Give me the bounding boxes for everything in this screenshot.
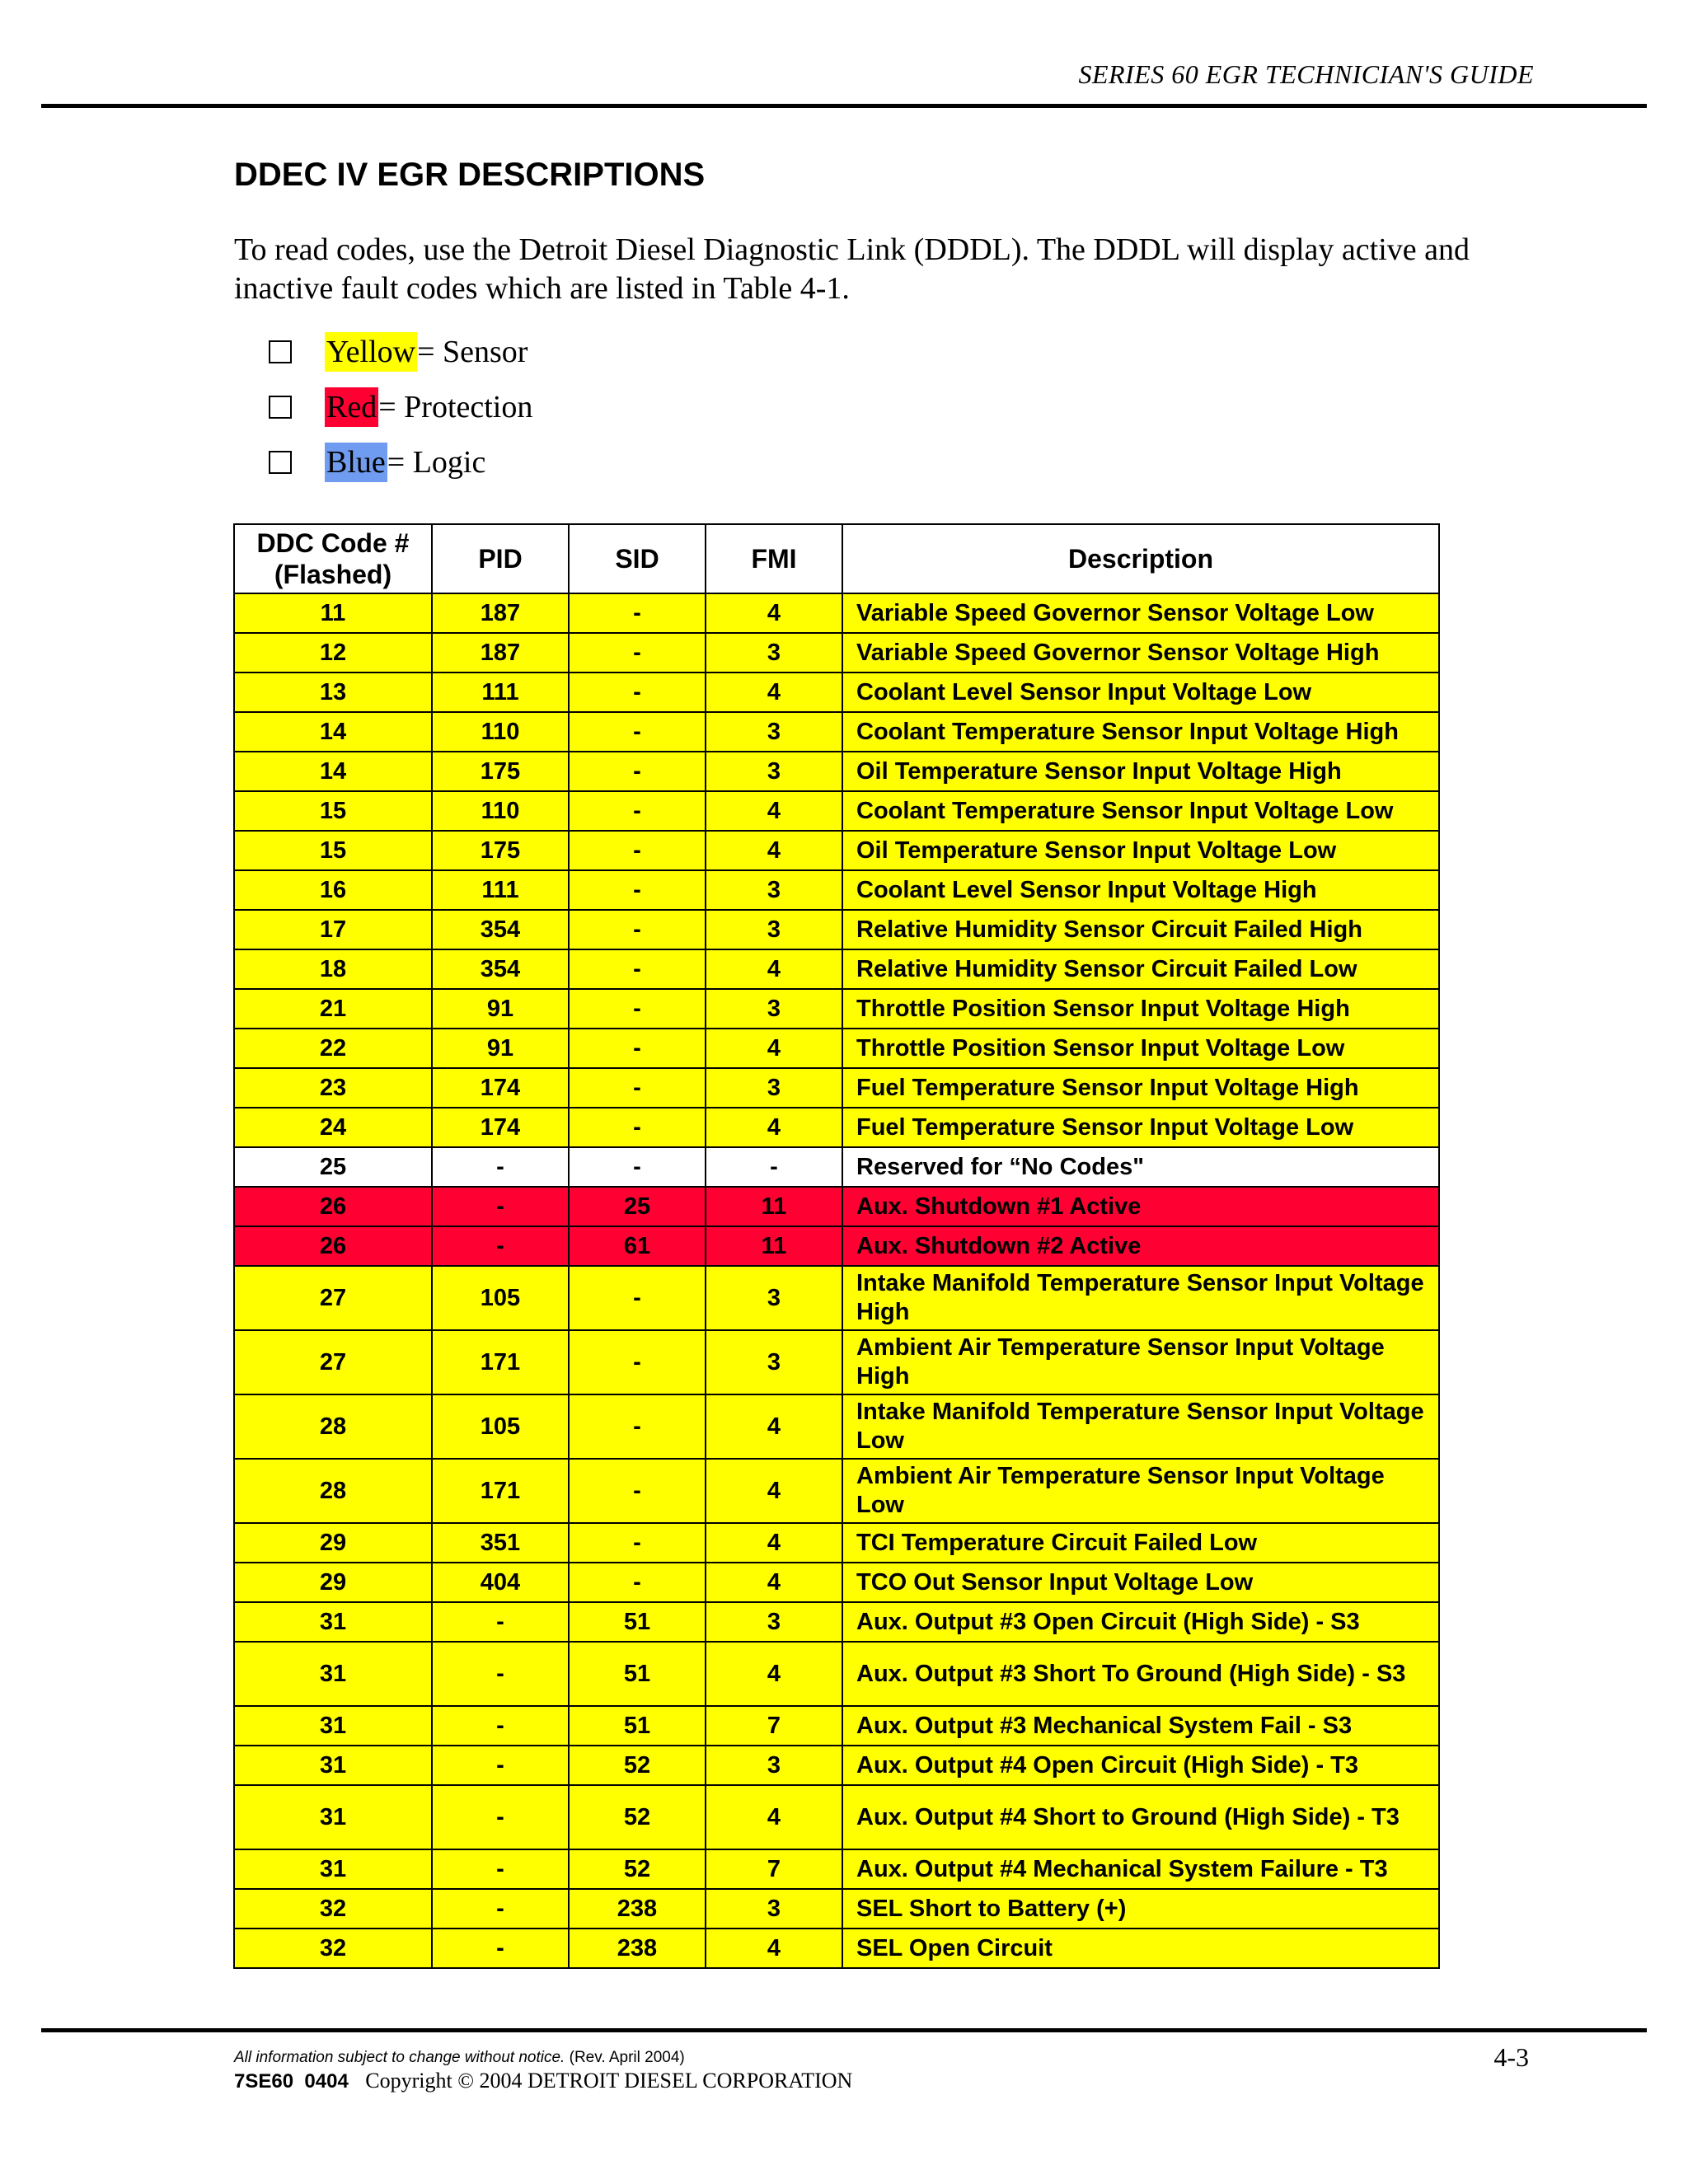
fmi-cell: 7 <box>706 1706 842 1746</box>
description-cell: Aux. Output #3 Open Circuit (High Side) - S3 <box>842 1602 1439 1642</box>
description-cell: Oil Temperature Sensor Input Voltage High <box>842 752 1439 791</box>
fmi-cell: 4 <box>706 1929 842 1968</box>
ddc-code-cell: 31 <box>234 1746 432 1785</box>
fmi-cell: 3 <box>706 1330 842 1394</box>
table-row <box>234 1330 1439 1394</box>
ddc-code-cell: 21 <box>234 989 432 1029</box>
footer-doc-id: 7SE60 0404 <box>234 2070 349 2093</box>
checkbox-icon <box>269 451 292 474</box>
sid-cell: 61 <box>569 1226 706 1266</box>
pid-cell: 171 <box>432 1330 569 1394</box>
sid-cell: - <box>569 791 706 831</box>
table-row <box>234 1706 1439 1746</box>
footer-copyright-line <box>234 2069 852 2093</box>
table-row <box>234 1187 1439 1226</box>
fmi-cell: 4 <box>706 831 842 870</box>
header-rule <box>41 104 1647 108</box>
sid-cell: - <box>569 1029 706 1068</box>
fmi-cell: 4 <box>706 1108 842 1147</box>
pid-cell: 351 <box>432 1523 569 1563</box>
sid-cell: - <box>569 949 706 989</box>
fmi-cell: 4 <box>706 1029 842 1068</box>
ddc-code-cell: 31 <box>234 1849 432 1889</box>
fmi-cell: 3 <box>706 1068 842 1108</box>
sid-cell: - <box>569 831 706 870</box>
fmi-cell: 3 <box>706 1602 842 1642</box>
legend-swatch-red: Red <box>325 387 378 427</box>
sid-cell: - <box>569 1266 706 1330</box>
sid-cell: 25 <box>569 1187 706 1226</box>
ddc-code-cell: 14 <box>234 712 432 752</box>
description-cell: SEL Short to Battery (+) <box>842 1889 1439 1929</box>
footer-rule <box>41 2028 1647 2032</box>
table-row <box>234 949 1439 989</box>
description-cell: Fuel Temperature Sensor Input Voltage High <box>842 1068 1439 1108</box>
sid-cell: 238 <box>569 1889 706 1929</box>
description-cell: Coolant Level Sensor Input Voltage High <box>842 870 1439 910</box>
table-body <box>234 593 1439 1968</box>
pid-cell: 91 <box>432 989 569 1029</box>
fmi-cell: - <box>706 1147 842 1187</box>
column-header-sid: SID <box>569 524 706 593</box>
pid-cell: 110 <box>432 791 569 831</box>
pid-cell: 174 <box>432 1068 569 1108</box>
pid-cell: 354 <box>432 910 569 949</box>
description-cell: Reserved for “No Codes" <box>842 1147 1439 1187</box>
description-cell: Intake Manifold Temperature Sensor Input Voltage Low <box>842 1394 1439 1459</box>
description-cell: TCI Temperature Circuit Failed Low <box>842 1523 1439 1563</box>
description-cell: Variable Speed Governor Sensor Voltage High <box>842 633 1439 673</box>
fmi-cell: 11 <box>706 1226 842 1266</box>
fmi-cell: 4 <box>706 1459 842 1523</box>
fmi-cell: 7 <box>706 1849 842 1889</box>
description-cell: TCO Out Sensor Input Voltage Low <box>842 1563 1439 1602</box>
sid-cell: 52 <box>569 1785 706 1849</box>
ddc-code-cell: 31 <box>234 1785 432 1849</box>
ddc-code-cell: 23 <box>234 1068 432 1108</box>
description-cell: Throttle Position Sensor Input Voltage High <box>842 989 1439 1029</box>
ddc-code-cell: 29 <box>234 1523 432 1563</box>
table-row <box>234 752 1439 791</box>
ddc-code-cell: 31 <box>234 1706 432 1746</box>
table-row <box>234 673 1439 712</box>
sid-cell: - <box>569 1068 706 1108</box>
ddc-code-cell: 13 <box>234 673 432 712</box>
sid-cell: 238 <box>569 1929 706 1968</box>
description-cell: Relative Humidity Sensor Circuit Failed High <box>842 910 1439 949</box>
pid-cell: 354 <box>432 949 569 989</box>
footer-notice-text: All information subject to change without notice. <box>234 2049 565 2066</box>
sid-cell: - <box>569 633 706 673</box>
ddc-code-cell: 14 <box>234 752 432 791</box>
running-header: SERIES 60 EGR TECHNICIAN'S GUIDE <box>1078 59 1534 89</box>
ddc-code-cell: 25 <box>234 1147 432 1187</box>
pid-cell: 111 <box>432 673 569 712</box>
ddc-code-cell: 29 <box>234 1563 432 1602</box>
sid-cell: - <box>569 1563 706 1602</box>
sid-cell: - <box>569 673 706 712</box>
table-row <box>234 1523 1439 1563</box>
table-row <box>234 1108 1439 1147</box>
intro-paragraph: To read codes, use the Detroit Diesel Diagnostic Link (DDDL). The DDDL will display active and inactive fault codes which are listed in Table 4-1. <box>234 232 1470 306</box>
ddc-code-cell: 16 <box>234 870 432 910</box>
table-header-row <box>234 524 1439 593</box>
fmi-cell: 4 <box>706 1563 842 1602</box>
pid-cell: - <box>432 1226 569 1266</box>
description-cell: Aux. Output #4 Open Circuit (High Side) - T3 <box>842 1746 1439 1785</box>
pid-cell: 91 <box>432 1029 569 1068</box>
checkbox-icon <box>269 340 292 363</box>
ddc-code-cell: 28 <box>234 1394 432 1459</box>
pid-cell: 175 <box>432 752 569 791</box>
table-row <box>234 1746 1439 1785</box>
footer-revision: (Rev. April 2004) <box>569 2049 685 2066</box>
pid-cell: 187 <box>432 593 569 633</box>
sid-cell: 51 <box>569 1642 706 1706</box>
fmi-cell: 3 <box>706 712 842 752</box>
table-row <box>234 712 1439 752</box>
sid-cell: 52 <box>569 1746 706 1785</box>
description-cell: Aux. Output #3 Short To Ground (High Side) - S3 <box>842 1642 1439 1706</box>
sid-cell: - <box>569 870 706 910</box>
pid-cell: - <box>432 1929 569 1968</box>
sid-cell: - <box>569 1394 706 1459</box>
description-cell: Oil Temperature Sensor Input Voltage Low <box>842 831 1439 870</box>
table-row <box>234 791 1439 831</box>
table-row <box>234 1147 1439 1187</box>
fmi-cell: 4 <box>706 949 842 989</box>
description-cell: Coolant Temperature Sensor Input Voltage High <box>842 712 1439 752</box>
table-row <box>234 831 1439 870</box>
sid-cell: - <box>569 1108 706 1147</box>
column-header-ddc-code: DDC Code # (Flashed) <box>234 524 432 593</box>
sid-cell: - <box>569 1523 706 1563</box>
description-cell: Throttle Position Sensor Input Voltage Low <box>842 1029 1439 1068</box>
fmi-cell: 3 <box>706 1746 842 1785</box>
legend-item-protection <box>269 379 532 434</box>
sid-cell: - <box>569 910 706 949</box>
ddc-code-cell: 26 <box>234 1187 432 1226</box>
color-legend <box>269 324 532 490</box>
ddc-code-cell: 31 <box>234 1602 432 1642</box>
description-cell: Aux. Output #4 Short to Ground (High Side) - T3 <box>842 1785 1439 1849</box>
table-row <box>234 1394 1439 1459</box>
legend-meaning: = Sensor <box>417 334 528 369</box>
table-row <box>234 1642 1439 1706</box>
pid-cell: 171 <box>432 1459 569 1523</box>
pid-cell: - <box>432 1602 569 1642</box>
fmi-cell: 3 <box>706 752 842 791</box>
pid-cell: 174 <box>432 1108 569 1147</box>
legend-swatch-blue: Blue <box>325 443 387 482</box>
description-cell: Aux. Output #4 Mechanical System Failure - T3 <box>842 1849 1439 1889</box>
page-title: DDEC IV EGR DESCRIPTIONS <box>234 157 706 193</box>
fmi-cell: 4 <box>706 593 842 633</box>
description-cell: Fuel Temperature Sensor Input Voltage Low <box>842 1108 1439 1147</box>
ddc-code-cell: 27 <box>234 1266 432 1330</box>
table-row <box>234 1929 1439 1968</box>
column-header-description: Description <box>842 524 1439 593</box>
ddc-code-cell: 22 <box>234 1029 432 1068</box>
fmi-cell: 3 <box>706 870 842 910</box>
column-header-fmi: FMI <box>706 524 842 593</box>
pid-cell: - <box>432 1849 569 1889</box>
sid-cell: 52 <box>569 1849 706 1889</box>
description-cell: Relative Humidity Sensor Circuit Failed Low <box>842 949 1439 989</box>
ddc-code-cell: 15 <box>234 831 432 870</box>
fmi-cell: 4 <box>706 673 842 712</box>
pid-cell: 187 <box>432 633 569 673</box>
table-row <box>234 1068 1439 1108</box>
pid-cell: - <box>432 1785 569 1849</box>
ddc-code-cell: 26 <box>234 1226 432 1266</box>
footer-copyright: Copyright © 2004 DETROIT DIESEL CORPORATION <box>365 2069 853 2093</box>
description-cell: Ambient Air Temperature Sensor Input Voltage High <box>842 1330 1439 1394</box>
pid-cell: - <box>432 1706 569 1746</box>
ddc-code-cell: 12 <box>234 633 432 673</box>
fmi-cell: 3 <box>706 1889 842 1929</box>
fmi-cell: 3 <box>706 633 842 673</box>
pid-cell: - <box>432 1187 569 1226</box>
pid-cell: - <box>432 1746 569 1785</box>
footer-notice <box>234 2049 685 2067</box>
fmi-cell: 4 <box>706 1642 842 1706</box>
pid-cell: - <box>432 1889 569 1929</box>
table-row <box>234 1849 1439 1889</box>
fmi-cell: 4 <box>706 1785 842 1849</box>
fmi-cell: 4 <box>706 1523 842 1563</box>
pid-cell: 111 <box>432 870 569 910</box>
legend-swatch-yellow: Yellow <box>325 332 417 372</box>
pid-cell: - <box>432 1147 569 1187</box>
fmi-cell: 3 <box>706 910 842 949</box>
pid-cell: 404 <box>432 1563 569 1602</box>
description-cell: Variable Speed Governor Sensor Voltage Low <box>842 593 1439 633</box>
sid-cell: - <box>569 712 706 752</box>
sid-cell: - <box>569 1147 706 1187</box>
sid-cell: - <box>569 1459 706 1523</box>
table-row <box>234 1226 1439 1266</box>
fmi-cell: 11 <box>706 1187 842 1226</box>
sid-cell: 51 <box>569 1706 706 1746</box>
fmi-cell: 3 <box>706 989 842 1029</box>
sid-cell: - <box>569 989 706 1029</box>
column-header-pid: PID <box>432 524 569 593</box>
table-row <box>234 1785 1439 1849</box>
pid-cell: 105 <box>432 1394 569 1459</box>
ddc-code-cell: 17 <box>234 910 432 949</box>
ddc-code-cell: 32 <box>234 1889 432 1929</box>
legend-item-sensor <box>269 324 532 379</box>
description-cell: Aux. Shutdown #2 Active <box>842 1226 1439 1266</box>
ddc-code-cell: 31 <box>234 1642 432 1706</box>
ddc-code-cell: 28 <box>234 1459 432 1523</box>
ddc-code-cell: 24 <box>234 1108 432 1147</box>
table-row <box>234 593 1439 633</box>
pid-cell: 110 <box>432 712 569 752</box>
description-cell: SEL Open Circuit <box>842 1929 1439 1968</box>
sid-cell: - <box>569 752 706 791</box>
legend-item-logic <box>269 434 532 490</box>
sid-cell: - <box>569 593 706 633</box>
sid-cell: - <box>569 1330 706 1394</box>
ddc-code-cell: 15 <box>234 791 432 831</box>
table-row <box>234 1602 1439 1642</box>
fmi-cell: 4 <box>706 791 842 831</box>
pid-cell: - <box>432 1642 569 1706</box>
description-cell: Coolant Level Sensor Input Voltage Low <box>842 673 1439 712</box>
table-row <box>234 633 1439 673</box>
legend-meaning: = Logic <box>387 444 486 480</box>
fmi-cell: 4 <box>706 1394 842 1459</box>
table-row <box>234 1563 1439 1602</box>
description-cell: Intake Manifold Temperature Sensor Input Voltage High <box>842 1266 1439 1330</box>
ddc-code-cell: 18 <box>234 949 432 989</box>
sid-cell: 51 <box>569 1602 706 1642</box>
description-cell: Aux. Output #3 Mechanical System Fail - S3 <box>842 1706 1439 1746</box>
page-number: 4-3 <box>1493 2042 1529 2072</box>
description-cell: Ambient Air Temperature Sensor Input Voltage Low <box>842 1459 1439 1523</box>
table-row <box>234 910 1439 949</box>
checkbox-icon <box>269 396 292 419</box>
table-row <box>234 1029 1439 1068</box>
pid-cell: 175 <box>432 831 569 870</box>
description-cell: Coolant Temperature Sensor Input Voltage Low <box>842 791 1439 831</box>
description-cell: Aux. Shutdown #1 Active <box>842 1187 1439 1226</box>
table-row <box>234 989 1439 1029</box>
table-row <box>234 870 1439 910</box>
fault-code-table <box>233 523 1440 1969</box>
fmi-cell: 3 <box>706 1266 842 1330</box>
ddc-code-cell: 11 <box>234 593 432 633</box>
pid-cell: 105 <box>432 1266 569 1330</box>
legend-meaning: = Protection <box>378 389 533 424</box>
table-row <box>234 1266 1439 1330</box>
ddc-code-cell: 32 <box>234 1929 432 1968</box>
table-row <box>234 1459 1439 1523</box>
ddc-code-cell: 27 <box>234 1330 432 1394</box>
table-row <box>234 1889 1439 1929</box>
